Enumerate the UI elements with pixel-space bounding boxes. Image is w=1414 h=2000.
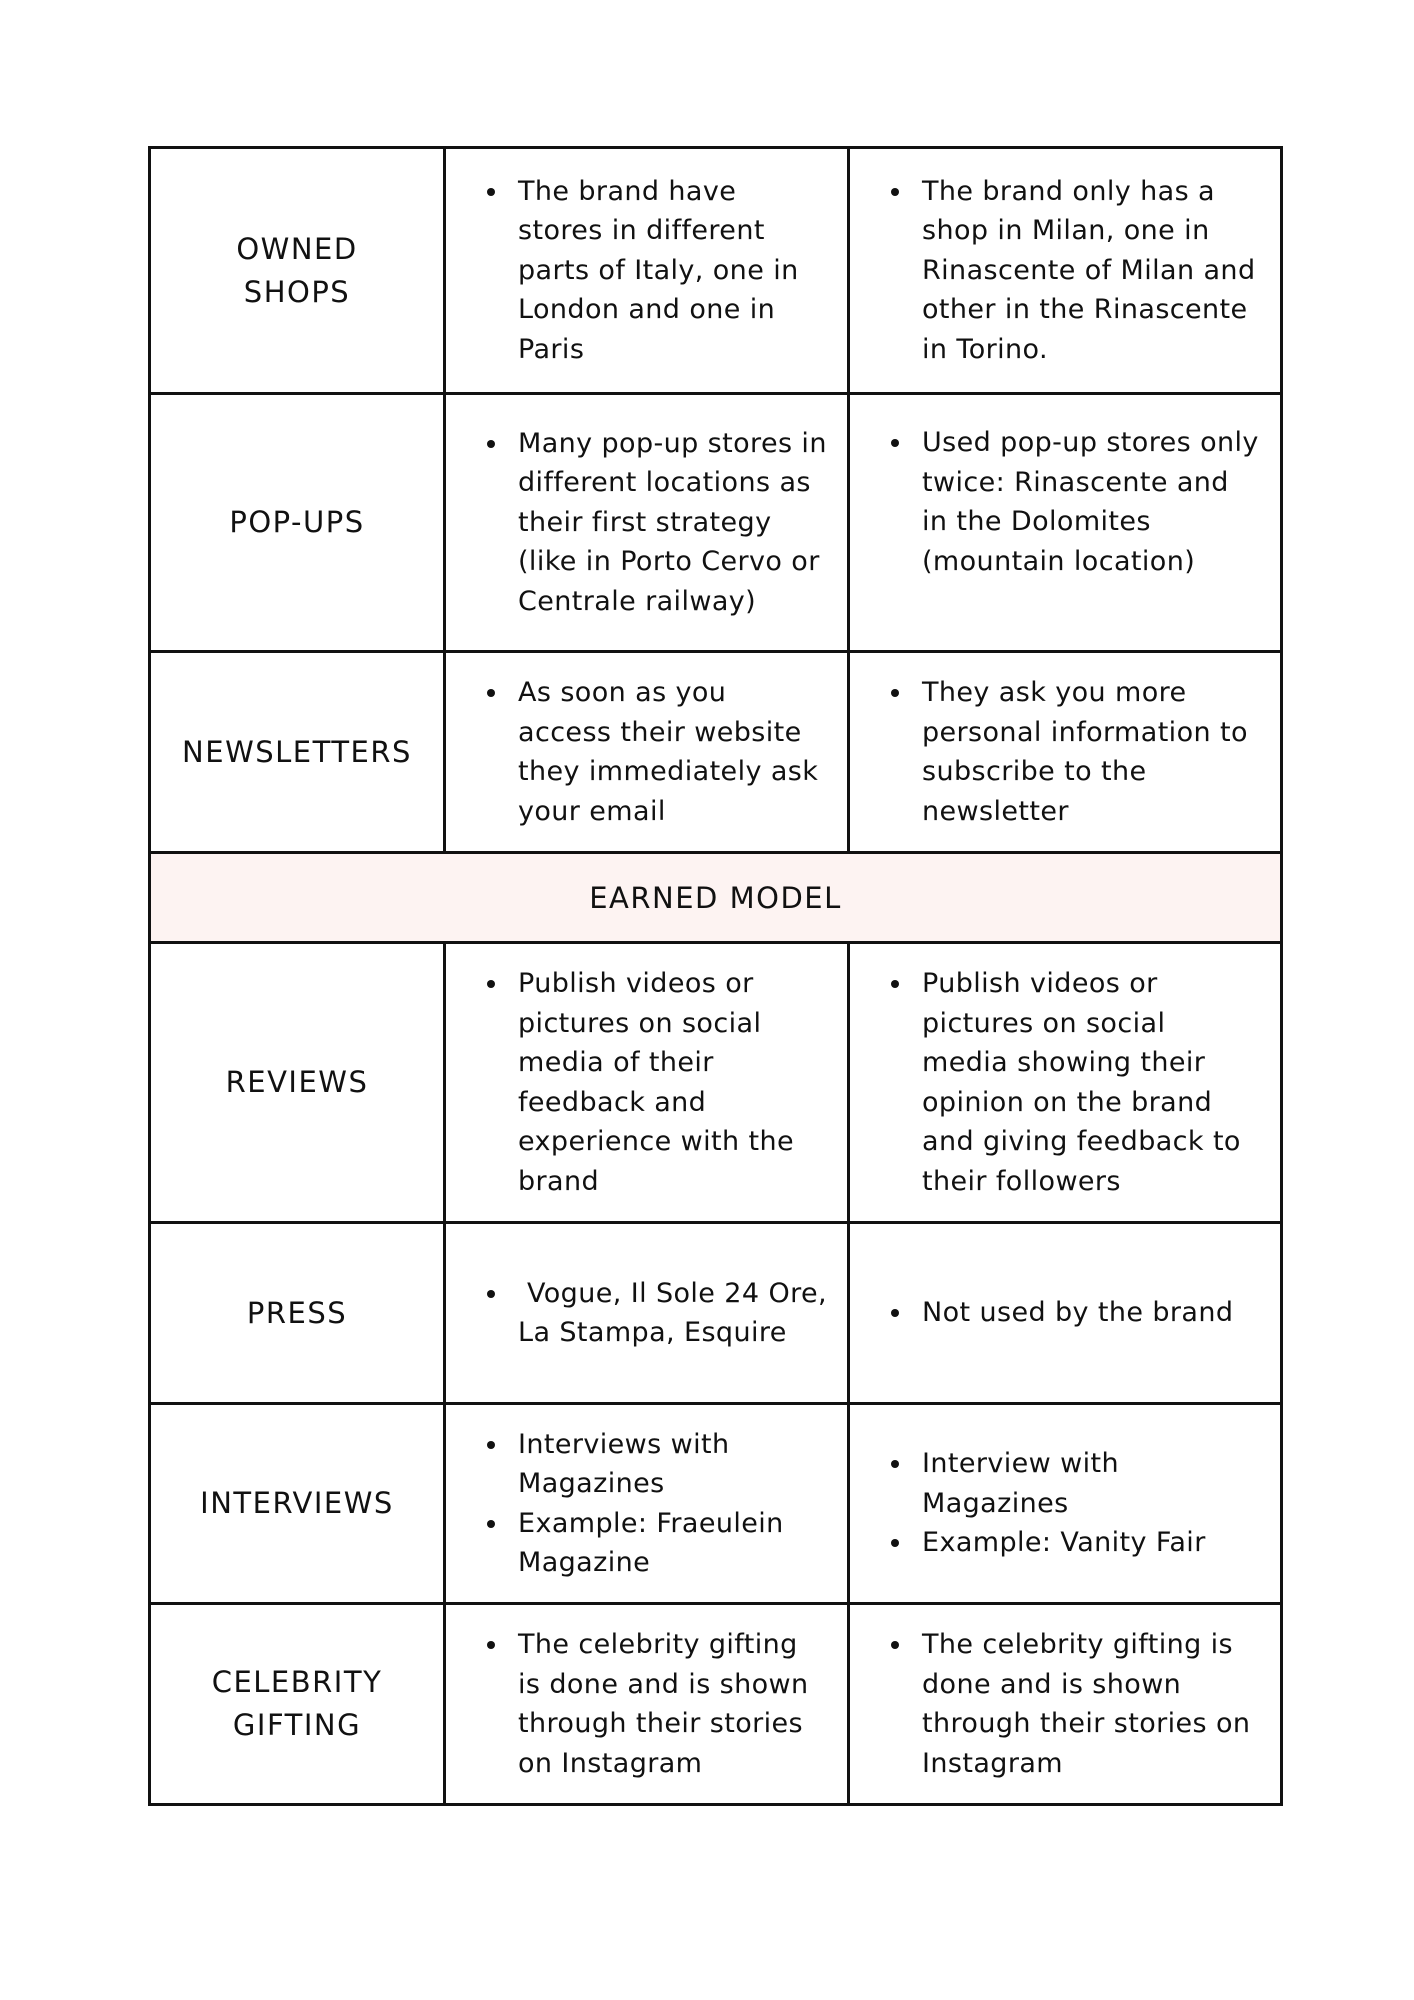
row-label: INTERVIEWS [200, 1486, 394, 1520]
row-label-cell [150, 1404, 445, 1604]
bullet-list [446, 424, 847, 622]
right-brand-cell [849, 1604, 1282, 1805]
bullet-item: Publish videos or pictures on social media of their feedback and experience with the brand [518, 964, 827, 1201]
left-brand-cell [445, 1223, 849, 1404]
bullet-item: Interviews with Magazines [518, 1425, 827, 1504]
left-brand-cell [445, 943, 849, 1223]
right-brand-cell [849, 394, 1282, 652]
bullet-list [850, 964, 1280, 1201]
bullet-item: The brand have stores in different parts of Italy, one in London and one in Paris [518, 172, 827, 370]
comparison-table [148, 146, 1283, 1806]
left-brand-cell [445, 1604, 849, 1805]
bullet-item: Used pop-up stores only twice: Rinascente and in the Dolomites (mountain location) [922, 423, 1260, 581]
bullet-item: Not used by the brand [922, 1293, 1260, 1333]
left-brand-cell [445, 394, 849, 652]
table-row-press [150, 1223, 1282, 1404]
row-label-cell [150, 943, 445, 1223]
section-header-row [150, 853, 1282, 943]
bullet-list [850, 423, 1280, 581]
table-row-reviews [150, 943, 1282, 1223]
right-brand-cell [849, 148, 1282, 394]
bullet-list [446, 1425, 847, 1583]
bullet-list [850, 1625, 1280, 1783]
right-brand-cell [849, 1404, 1282, 1604]
section-title: EARNED MODEL [150, 853, 1282, 943]
bullet-item: Example: Fraeulein Magazine [518, 1504, 827, 1583]
bullet-item: Vogue, Il Sole 24 Ore, La Stampa, Esquire [518, 1274, 827, 1353]
table-row-newsletters [150, 652, 1282, 853]
table-row-owned-shops [150, 148, 1282, 394]
bullet-list [850, 673, 1280, 831]
bullet-list [850, 1293, 1280, 1333]
bullet-item: Many pop-up stores in different locations as their first strategy (like in Porto Cervo or Centrale railway) [518, 424, 827, 622]
right-brand-cell [849, 652, 1282, 853]
right-brand-cell [849, 943, 1282, 1223]
bullet-list [446, 964, 847, 1201]
table-row-interviews [150, 1404, 1282, 1604]
row-label: CELEBRITY GIFTING [211, 1665, 383, 1742]
row-label-cell [150, 394, 445, 652]
row-label: POP-UPS [229, 505, 365, 539]
row-label: OWNED SHOPS [236, 231, 358, 309]
table-row-pop-ups [150, 394, 1282, 652]
row-label-cell [150, 148, 445, 394]
bullet-list [446, 1274, 847, 1353]
bullet-item: The celebrity gifting is done and is shown through their stories on Instagram [518, 1625, 827, 1783]
row-label: REVIEWS [225, 1065, 369, 1099]
bullet-item: Example: Vanity Fair [922, 1523, 1260, 1563]
bullet-list [446, 1625, 847, 1783]
left-brand-cell [445, 1404, 849, 1604]
bullet-item: As soon as you access their website they immediately ask your email [518, 673, 827, 831]
table-row-celebrity-gifting [150, 1604, 1282, 1805]
bullet-item: They ask you more personal information to subscribe to the newsletter [922, 673, 1260, 831]
left-brand-cell [445, 652, 849, 853]
bullet-list [446, 673, 847, 831]
bullet-item: Publish videos or pictures on social media showing their opinion on the brand and giving feedback to their followers [922, 964, 1260, 1201]
bullet-list [446, 172, 847, 370]
bullet-item: The brand only has a shop in Milan, one in Rinascente of Milan and other in the Rinascente in Torino. [922, 172, 1260, 370]
bullet-item: The celebrity gifting is done and is shown through their stories on Instagram [922, 1625, 1260, 1783]
row-label: PRESS [246, 1295, 348, 1330]
left-brand-cell [445, 148, 849, 394]
bullet-list [850, 172, 1280, 370]
row-label: NEWSLETTERS [182, 734, 412, 769]
bullet-list [850, 1444, 1280, 1563]
right-brand-cell [849, 1223, 1282, 1404]
row-label-cell [150, 1223, 445, 1404]
row-label-cell [150, 1604, 445, 1805]
bullet-item: Interview with Magazines [922, 1444, 1260, 1523]
row-label-cell [150, 652, 445, 853]
